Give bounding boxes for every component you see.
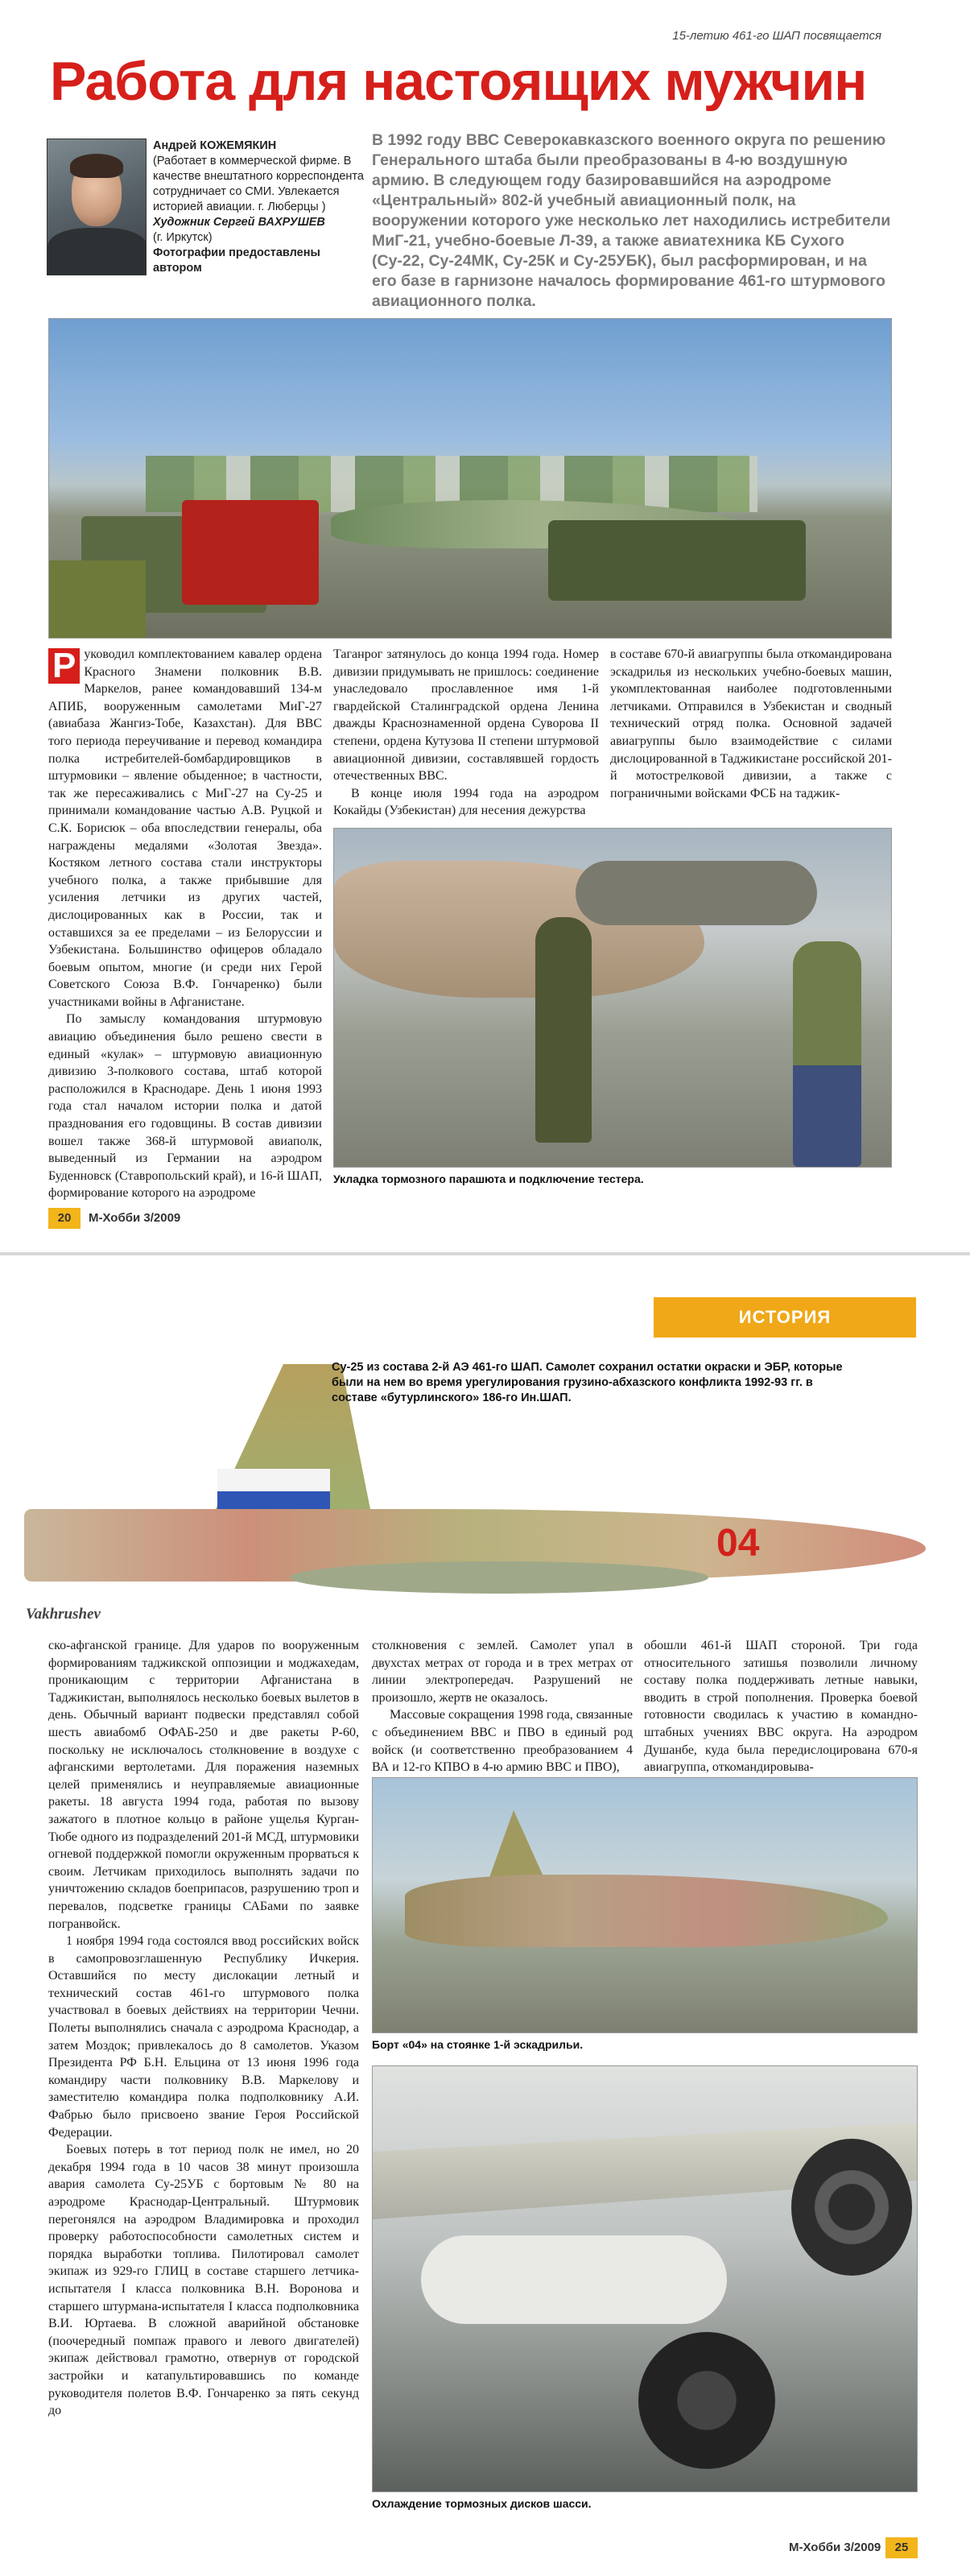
artist-signature: Vakhrushev: [26, 1606, 101, 1623]
page-20: [0, 0, 970, 1252]
author-bio: (Работает в коммерческой фирме. В качестве внештатного корреспондента сотрудничает со СМИ. Увлекается историей авиации. г. Люберцы ): [153, 155, 364, 213]
header-dedication: 15-летию 461-го ШАП посвящается: [672, 29, 881, 43]
text-column-2: [372, 1637, 633, 1775]
col1-para-3: Боевых потерь в тот период полк не имел, но 20 декабря 1994 года в 10 часов 38 минут произошла авария самолета Су-25УБ с бортовым № 80 на аэродроме Краснодар-Центральный. Штурмовик перегонялся на аэродром Владимировка и проходил проверку работоспособности самолетных систем и порядка выработки топлива. Пилотировал самолет экипаж из 929-го ГЛИЦ в составе старшего летчика-испытателя I класса полковника В.Н. Воронова и старшего штурмана-испытателя I класса подполковника В.И. Юртаева. В сложной аварийной обстановке (поочередный помпаж правого и левого двигателей) экипаж действовал грамотно, отвернув от городской застройки и катапультировавшись по команде руководителя полетов В.Ф. Гончаренко за пять секунд до: [48, 2143, 359, 2418]
col3-para-1: в составе 670-й авиагруппы была откомандирована эскадрилья из нескольких учебно-боевых машин, укомплектованная наиболее подготовленными летчиками. Отправился в Узбекистан и сводный технический отряд полка. Основной задачей авиагруппы было взаимодействие с силами дислоцированной в Таджикистане российской 201-й мотострелковой дивизии, а также с пограничными войсками ФСБ на таджик-: [610, 647, 892, 800]
lead-paragraph: В 1992 году ВВС Северокавказского военного округа по решению Генерального штаба были преобразованы в 4-ю воздушную армию. В следующем году базировавшийся на аэродроме «Центральный» 802-й учебный авиационный полк, на вооружении которого уже несколько лет находились истребители МиГ-21, учебно-боевые Л-39, а также авиатехника КБ Сухого (Су-22, Су-24МК, Су-25К и Су-25УБК), был расформирован, и на его базе в гарнизоне началось формирование 461-го штурмового авиационного полка.: [372, 131, 891, 310]
col1-para-2: По замыслу командования штурмовую авиацию объединения было решено свести в единый «кулак» – штурмовую авиационную дивизию 3-полкового состава, штаб которой расположился в Краснодаре. День 1 июня 1993 года стал началом истории полка и датой празднования его годовщины. В состав дивизии вошел также 368-й штурмовой авиаполк, выведенный из Германии на аэродром Буденновск (Ставропольский край), и 16-й ШАП, формирование которого на аэродроме: [48, 1012, 322, 1201]
photo-credit: Фотографии предоставлены автором: [153, 246, 320, 275]
magazine-issue: М-Хобби 3/2009: [789, 2541, 881, 2554]
photo-airfield-lineup: [48, 318, 892, 639]
photo-board-04: [372, 1777, 918, 2033]
article-title: Работа для настоящих мужчин: [50, 51, 867, 112]
text-column-3: [610, 646, 892, 823]
col1-para-1: ско-афганской границе. Для ударов по вооруженным формированиям таджикской оппозиции и моджахедам, проникающим с территории Афганистана в Таджикистан, выполнялось несколько боевых вылетов в день. Обычный вариант подвески представлял собой шесть авиабомб ОФАБ-250 и две ракеты Р-60, поскольку не исключалось столкновение в воздухе с афганскими вертолетами. Для поражения наземных целей применялись и неуправляемые авиационные ракеты. 18 августа 1994 года, работая по вызову зажатого в плотное кольцо в районе ущелья Курган-Тюбе одного из подразделений 201-й МСД, штурмовики огневой поддержкой помогли окруженным прорваться к своим. Летчикам приходилось выполнять задачи по уничтожению складов боеприпасов, разрушению троп и перевалов, подсветке границы САБами по заявке погранвойск.: [48, 1639, 359, 1931]
col2-para-1: Таганрог затянулось до конца 1994 года. Номер дивизии придумывать не пришлось: соединение унаследовало прославленное имя 1-й гвардейской Сталинградской ордена Ленина дважды Краснознаменной ордена Суворова II степени, ордена Кутузова II степени штурмовой авиационной дивизии, составлявшей гордость отечественных ВВС.: [333, 647, 599, 784]
page-number: 25: [885, 2537, 918, 2558]
page-25: [0, 1252, 970, 2576]
caption-parachute: Укладка тормозного парашюта и подключение тестера.: [333, 1172, 644, 1185]
text-column-3: [644, 1637, 918, 1775]
artist-label: Художник Сергей ВАХРУШЕВ: [153, 216, 325, 229]
profile-board-number: 04: [716, 1522, 760, 1565]
col2-para-2: Массовые сокращения 1998 года, связанные с объединением ВВС и ПВО в единый род войск (и соответственно преобразованием 4 ВА и 12-го КПВО в 4-ю армию ВВС и ПВО),: [372, 1708, 633, 1775]
section-tab: ИСТОРИЯ: [654, 1297, 916, 1338]
dropcap: Р: [48, 648, 80, 684]
col2-para-2: В конце июля 1994 года на аэродром Кокайды (Узбекистан) для несения дежурства: [333, 786, 599, 818]
col1-para-1: уководил комплектованием кавалер ордена Красного Знамени полковник В.В. Маркелов, ранее командовавший 134-м АПИБ, вооруженным самолетами МиГ-27 (авиабаза Жангиз-Тобе, Казахстан). Для ВВС того периода переучивание и перевод командира полка истребителей-бомбардировщиков в штурмовики – явление обыденное; в частности, так же пересаживались с МиГ-27 на Су-25 и принимали командование частью А.В. Руцкой и С.К. Борисюк – оба впоследствии генералы, оба награждены медалями «Золотая Звезда». Костяком летного состава стали инструкторы учебного полка, а также прибывшие для усиления летчики из других частей, дислоцированных как в России, так и оставшихся за ее пределами – из Белоруссии и Узбекистана. Большинство офицеров обладало боевым опытом, многие (и среди них Герой Советского Союза В.Ф. Гончаренко) были участниками войны в Афганистане.: [48, 647, 322, 1009]
col2-para-1: столкновения с землей. Самолет упал в двухстах метрах от города и в трех метрах от линии электропередач. Разрушений не произошло, жертв не оказалось.: [372, 1639, 633, 1705]
text-column-2: [333, 646, 599, 823]
col1-para-2: 1 ноября 1994 года состоялся ввод российских войск в самопровозглашенную Республику Ичкерия. Оставшийся по месту дислокации летный и технический состав 461-го штурмового полка участвовал в боевых действиях на территории Чечни. Полеты выполнялись сначала с аэродрома Краснодар, а затем Моздок; привлекалось до 8 самолетов. Указом Президента РФ Б.Н. Ельцина от 13 июня 1996 года командиру части полковнику В.В. Маркелову и заместителю командира полка подполковнику А.И. Фабрью было присвоено звание Героя Российской Федерации.: [48, 1934, 359, 2140]
author-photo: [47, 139, 147, 275]
author-name: Андрей КОЖЕМЯКИН: [153, 139, 277, 152]
text-column-1: [48, 646, 322, 1201]
col3-para-1: обошли 461-й ШАП стороной. Три года относительного затишья позволили личному составу полка поддерживать летные навыки, вводить в строй пополнения. Проверка боевой готовности сводилась к участию в командно-штабных учениях ВВС округа. На аэродром Душанбе, куда была передислоцирована 670-я авиагруппа, откомандировыва-: [644, 1639, 918, 1775]
page-number: 20: [48, 1208, 80, 1229]
magazine-issue: М-Хобби 3/2009: [89, 1211, 181, 1225]
caption-board-04: Борт «04» на стоянке 1-й эскадрильи.: [372, 2038, 584, 2051]
photo-parachute-technicians: [333, 828, 892, 1168]
artist-city: (г. Иркутск): [153, 231, 213, 244]
caption-brake-cooling: Охлаждение тормозных дисков шасси.: [372, 2497, 592, 2510]
text-column-1: [48, 1637, 359, 2515]
photo-brake-cooling: [372, 2065, 918, 2492]
caption-profile: Су-25 из состава 2-й АЭ 461-го ШАП. Самолет сохранил остатки окраски и ЭБР, которые были на нем во время урегулирования грузино-абхазского конфликта 1992-93 гг. в составе «бутурлинского» 186-го Ин.ШАП.: [332, 1361, 843, 1404]
author-block: [153, 139, 370, 276]
